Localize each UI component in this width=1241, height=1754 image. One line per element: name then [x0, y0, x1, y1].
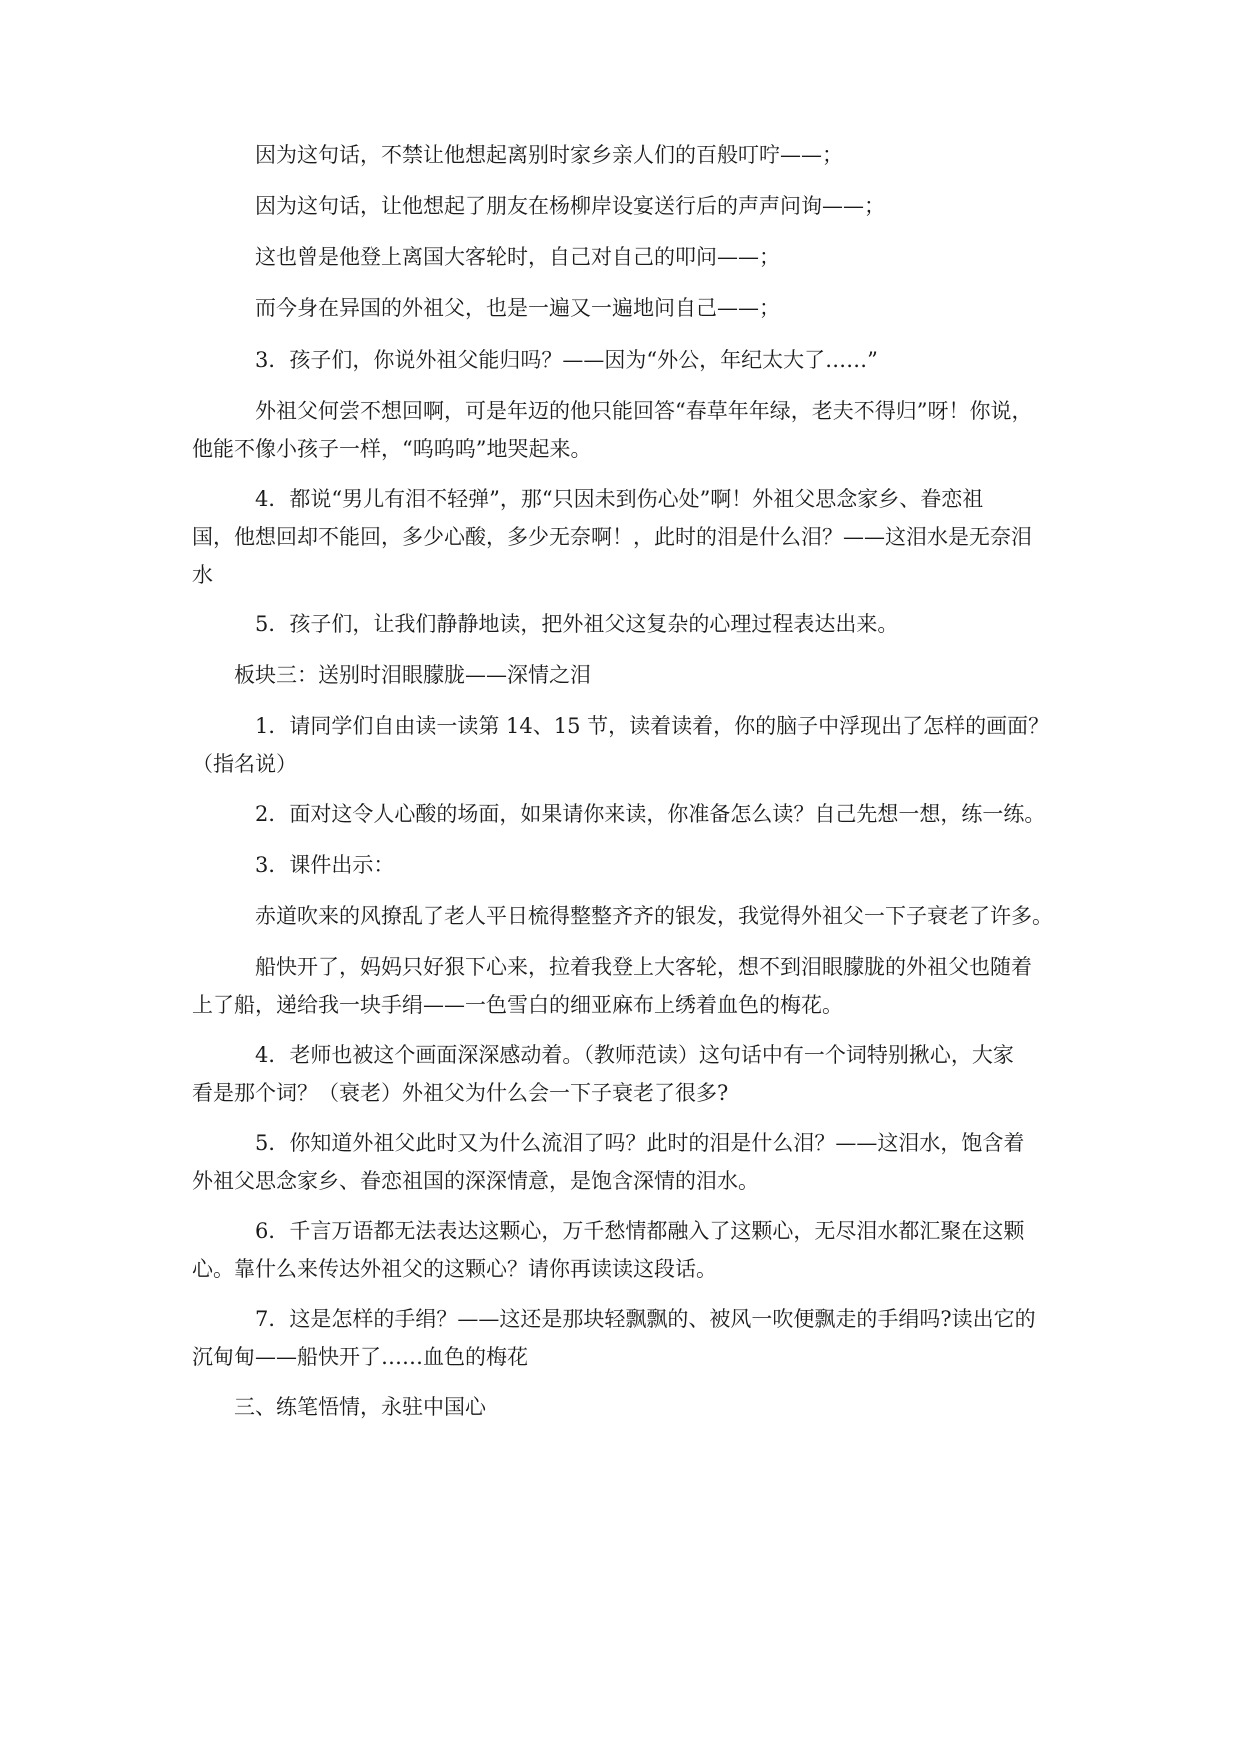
paragraph: [192, 392, 1072, 468]
text-line: 4．都说“男儿有泪不轻弹”，那“只因未到伤心处”啊！外祖父思念家乡、眷恋祖: [255, 487, 984, 511]
text-line: 3．课件出示：: [255, 853, 395, 877]
text-line: 5．孩子们，让我们静静地读，把外祖父这复杂的心理过程表达出来。: [255, 612, 899, 636]
text-line: 国，他想回却不能回，多少心酸，多少无奈啊！，此时的泪是什么泪？——这泪水是无奈泪: [192, 525, 1032, 549]
text-line: 7．这是怎样的手绢？——这还是那块轻飘飘的、被风一吹便飘走的手绢吗?读出它的: [255, 1307, 1036, 1331]
text-line: 2．面对这令人心酸的场面，如果请你来读，你准备怎么读？自己先想一想，练一练。: [255, 802, 1046, 826]
text-line: 上了船，递给我一块手绢——一色雪白的细亚麻布上绣着血色的梅花。: [192, 993, 843, 1017]
numbered-item: [192, 707, 1072, 783]
text-line: 5．你知道外祖父此时又为什么流泪了吗？此时的泪是什么泪？——这泪水，饱含着: [255, 1131, 1025, 1155]
text-line: 外祖父何尝不想回啊，可是年迈的他只能回答“春草年年绿，老夫不得归”呀！你说，: [255, 399, 1033, 423]
text-line: 1．请同学们自由读一读第 14、15 节，读着读着，你的脑子中浮现出了怎样的画面？: [255, 714, 1050, 738]
numbered-item: [192, 1036, 1072, 1112]
quoted-paragraph: [192, 897, 1072, 935]
text-line: 因为这句话，让他想起了朋友在杨柳岸设宴送行后的声声问询——；: [255, 194, 885, 218]
text-line: （指名说）: [192, 752, 297, 776]
text-line: 而今身在异国的外祖父，也是一遍又一遍地问自己——；: [255, 296, 780, 320]
text-line: 板块三：送别时泪眼朦胧——深情之泪: [234, 663, 591, 687]
numbered-item: [192, 605, 1072, 643]
text-line: 三、练笔悟情，永驻中国心: [234, 1395, 486, 1419]
numbered-item: [192, 846, 1072, 884]
paragraph: [192, 289, 1072, 327]
numbered-item: [192, 1300, 1072, 1376]
numbered-item: [192, 1212, 1072, 1288]
text-line: 因为这句话，不禁让他想起离别时家乡亲人们的百般叮咛——；: [255, 143, 843, 167]
text-line: 6．千言万语都无法表达这颗心，万千愁情都融入了这颗心，无尽泪水都汇聚在这颗: [255, 1219, 1025, 1243]
text-line: 看是那个词？（衰老）外祖父为什么会一下子衰老了很多?: [192, 1081, 729, 1105]
text-line: 心。靠什么来传达外祖父的这颗心？请你再读读这段话。: [192, 1257, 717, 1281]
numbered-item: [192, 341, 1072, 379]
text-line: 船快开了，妈妈只好狠下心来，拉着我登上大客轮，想不到泪眼朦胧的外祖父也随着: [255, 955, 1032, 979]
paragraph: [192, 187, 1072, 225]
text-line: 外祖父思念家乡、眷恋祖国的深深情意，是饱含深情的泪水。: [192, 1169, 759, 1193]
numbered-item: [192, 1124, 1072, 1200]
section-heading: [192, 1388, 1072, 1426]
text-line: 3．孩子们，你说外祖父能归吗？——因为“外公，年纪太大了……”: [255, 348, 878, 372]
text-line: 他能不像小孩子一样，“呜呜呜”地哭起来。: [192, 437, 592, 461]
text-line: 4．老师也被这个画面深深感动着。（教师范读）这句话中有一个词特别揪心，大家: [255, 1043, 1014, 1067]
paragraph: [192, 136, 1072, 174]
text-line: 水: [192, 563, 213, 587]
text-line: 赤道吹来的风撩乱了老人平日梳得整整齐齐的银发，我觉得外祖父一下子衰老了许多。: [255, 904, 1053, 928]
quoted-paragraph: [192, 948, 1072, 1024]
numbered-item: [192, 795, 1072, 833]
text-line: 沉甸甸——船快开了……血色的梅花: [192, 1345, 528, 1369]
section-heading: [192, 656, 1072, 694]
paragraph: [192, 238, 1072, 276]
text-line: 这也曾是他登上离国大客轮时，自己对自己的叩问——；: [255, 245, 780, 269]
numbered-item: [192, 480, 1072, 594]
